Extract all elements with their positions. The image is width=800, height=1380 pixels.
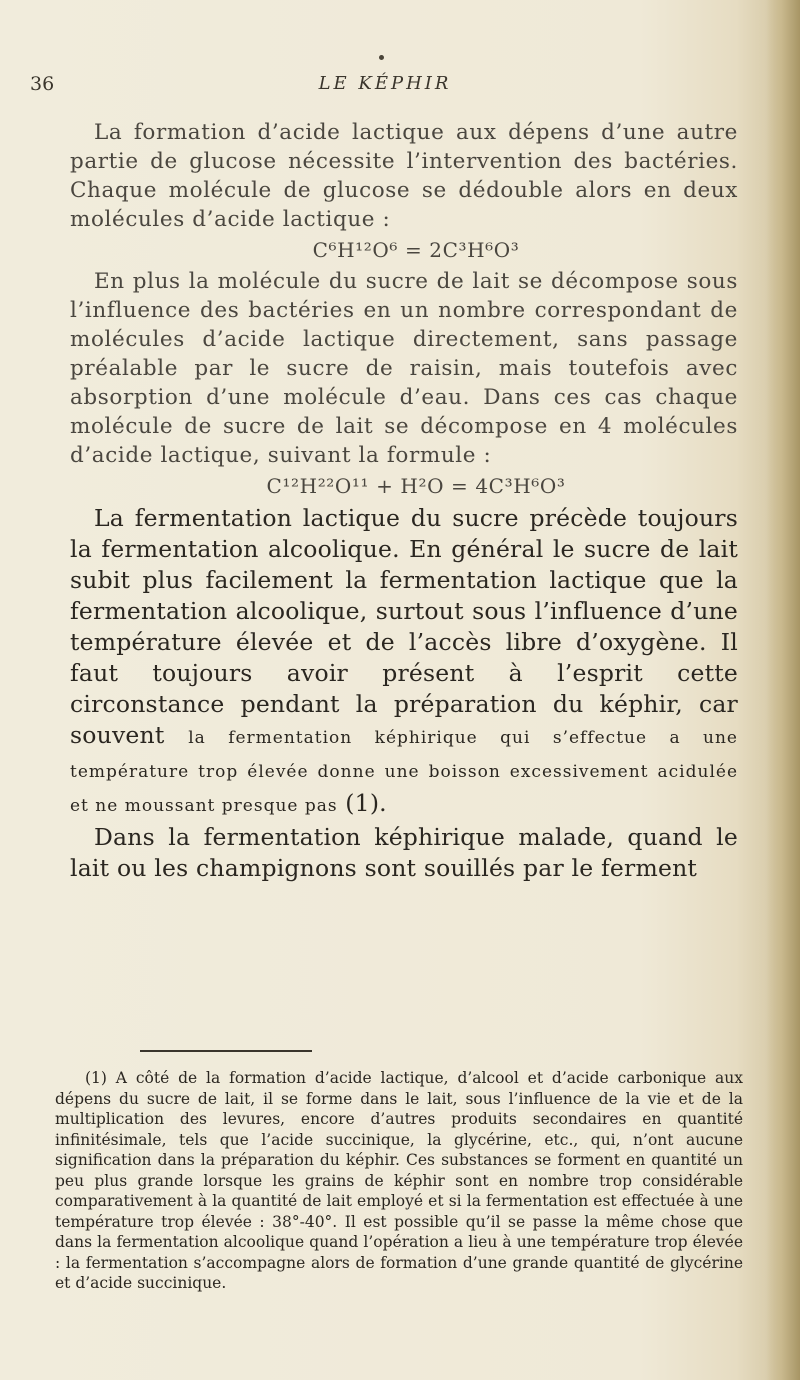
ink-dot [379,55,384,60]
paragraph-malade: Dans la fermentation képhirique malade, quand le lait ou les champignons sont souillés par le ferment [70,823,738,882]
paragraph-lactose: En plus la molécule du sucre de lait se décompose sous l’influence des bactéries en un nombre correspondant de molécules d’acide lactique directement, sans passage préalable par le sucre de raisin, mais toutefois avec absorption d’une molécule d’eau. Dans ces cas chaque molécule de sucre de lait se décompose en 4 molécules d’acide lactique, suivant la formule : [70,269,738,468]
small-caps-emphasis: la fermentation képhirique qui s’effectue a une température trop élevée donne une boisson excessivement acidulée et ne moussant presque pas [70,728,738,816]
upper-text-block [70,118,738,503]
running-title: LE KÉPHIR [318,73,452,94]
main-text [70,118,738,884]
footnote-divider [140,1050,312,1052]
page-number: 36 [30,73,55,95]
page-header [30,73,740,103]
formula-lactose: C¹²H²²O¹¹ + H²O = 4C³H⁶O³ [266,474,566,498]
paragraph-fermentation [70,503,738,822]
paragraph-fermentation-text: La fermentation lactique du sucre précède toujours la fermentation alcoolique. En général le sucre de lait subit plus facilement la fermentation lactique que la fermentation alcoolique, surtout sous l’influence d’une température élevée et de l’accès libre d’oxygène. Il faut toujours avoir présent à l’esprit cette circonstance pendant la préparation du képhir, car souvent [70,504,738,749]
footnote [55,1068,743,1294]
paragraph-glucose: La formation d’acide lactique aux dépens d’une autre partie de glucose nécessite l’intervention des bactéries. Chaque molécule de glucose se dédouble alors en deux molécules d’acide lactique : [70,120,738,232]
formula-glucose: C⁶H¹²O⁶ = 2C³H⁶O³ [312,238,520,262]
footnote-reference: (1). [337,789,387,817]
lower-text-block [70,503,738,884]
page-edge-shadow [766,0,800,1380]
footnote-text: (1) A côté de la formation d’acide lactique, d’alcool et d’acide carbonique aux dépens du sucre de lait, il se forme dans le lait, sous l’influence de la vie et de la multiplication des levures, encore d’autres produits secondaires en quantité infinitésimale, tels que l’acide succinique, la glycérine, etc., qui, n’ont aucune signification dans la préparation du képhir. Ces substances se forment en quantité un peu plus grande lorsque les grains de képhir sont en nombre trop considérable comparativement à la quantité de lait employé et si la fermentation est effectuée à une température trop élevée : 38°-40°. Il est possible qu’il se passe la même chose que dans la fermentation alcoolique quand l’opération a lieu à une température trop élevée : la fermentation s’accompagne alors de formation d’une grande quantité de glycérine et d’acide succinique. [55,1069,743,1292]
